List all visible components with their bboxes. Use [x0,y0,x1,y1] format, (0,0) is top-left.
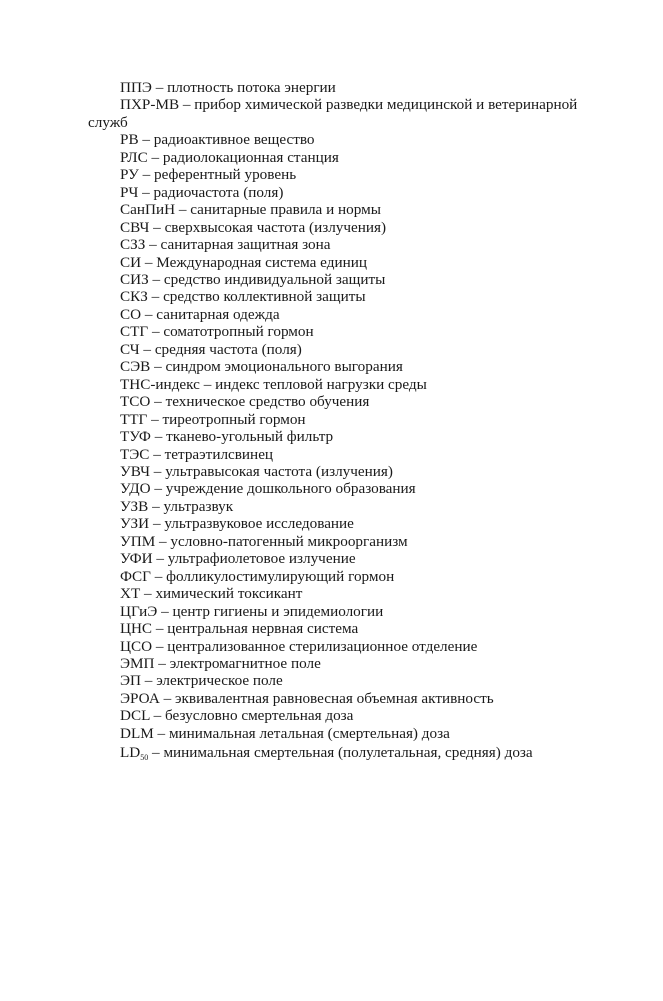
abbreviation-term: ТТГ [120,410,148,428]
abbreviation-entry [120,638,620,655]
abbreviation-term: СИ [120,253,142,271]
abbreviation-term: LD [120,744,141,762]
abbreviation-entry [120,323,620,340]
abbreviation-term: DCL [120,707,150,725]
abbreviation-term: ПХР-МВ [120,96,180,114]
abbreviation-term: DLM [120,724,154,742]
abbreviation-term: СИЗ [120,270,149,288]
abbreviation-entry [120,376,620,393]
definition-continuation: служб [88,113,128,131]
abbreviation-entry [120,149,620,166]
abbreviation-entry [120,620,620,637]
abbreviation-term: СЗЗ [120,236,146,254]
abbreviation-definition: электромагнитное поле [169,654,321,672]
abbreviation-term: УЗВ [120,497,149,515]
abbreviation-term: УЗИ [120,515,150,533]
abbreviation-term: РУ [120,166,139,184]
abbreviation-definition: ультразвуковое исследование [164,515,354,533]
dash-separator: – [150,480,166,498]
abbreviation-term: ППЭ [120,79,152,96]
dash-separator: – [150,393,166,411]
abbreviation-definition: синдром эмоционального выгорания [165,358,403,376]
abbreviation-term: СанПиН [120,201,176,219]
abbreviation-term: СТГ [120,323,149,341]
dash-separator: – [140,585,156,603]
abbreviation-definition: эквивалентная равновесная объемная активность [175,689,494,707]
abbreviation-definition: фолликулостимулирующий гормон [166,567,395,585]
dash-separator: – [175,201,191,219]
abbreviation-entry [120,707,620,724]
dash-separator: – [141,672,157,690]
abbreviation-definition: тиреотропный гормон [162,410,306,428]
abbreviation-entry [120,411,620,428]
abbreviation-entry [120,533,620,550]
abbreviation-definition: радиолокационная станция [162,148,339,166]
abbreviation-definition: техническое средство обучения [165,393,370,411]
abbreviation-definition: учреждение дошкольного образования [165,480,416,498]
abbreviation-term: СВЧ [120,218,150,236]
abbreviation-subscript: 50 [140,753,149,763]
abbreviation-term: ТУФ [120,428,151,446]
dash-separator: – [199,375,216,393]
abbreviation-term: ТСО [120,393,151,411]
abbreviation-term: РВ [120,131,139,149]
abbreviation-entry [88,96,620,131]
abbreviation-definition: Международная система единиц [156,253,367,271]
abbreviation-entry [120,271,620,288]
abbreviation-definition: тетраэтилсвинец [164,445,274,463]
dash-separator: – [149,218,165,236]
abbreviation-entry [120,306,620,323]
abbreviation-definition: санитарная одежда [156,305,280,323]
abbreviation-term: СЧ [120,340,140,358]
abbreviation-term: ЦГиЭ [120,602,158,620]
abbreviation-definition: центр гигиены и эпидемиологии [172,602,384,620]
abbreviation-entry [120,201,620,218]
dash-separator: – [152,550,168,568]
abbreviation-term: СО [120,305,142,323]
abbreviation-definition: средняя частота (поля) [154,340,302,358]
abbreviation-entry [120,446,620,463]
abbreviation-entry [120,254,620,271]
abbreviation-entry [120,428,620,445]
abbreviation-entry [120,515,620,532]
abbreviation-entry [120,79,620,96]
abbreviation-entry [120,690,620,707]
abbreviation-entry [120,672,620,689]
dash-separator: – [149,445,165,463]
dash-separator: – [149,515,165,533]
dash-separator: – [149,707,165,725]
abbreviation-term: ТЭС [120,445,150,463]
abbreviation-list [88,79,620,763]
dash-separator: – [153,724,169,742]
dash-separator: – [138,183,154,201]
dash-separator: – [152,620,168,638]
abbreviation-definition: средство индивидуальной защиты [163,270,386,288]
abbreviation-entry [120,725,620,742]
abbreviation-entry [120,480,620,497]
dash-separator: – [145,236,161,254]
dash-separator: – [139,340,155,358]
abbreviation-term: УПМ [120,532,156,550]
dash-separator: – [179,96,195,114]
dash-separator: – [155,532,171,550]
abbreviation-term: ЭРОА [120,689,160,707]
abbreviation-definition: санитарная защитная зона [160,236,331,254]
dash-separator: – [151,79,168,96]
abbreviation-definition: условно-патогенный микроорганизм [170,532,408,550]
abbreviation-definition: санитарные правила и нормы [190,201,381,219]
abbreviation-term: УФИ [120,550,153,568]
abbreviation-entry [120,236,620,253]
abbreviation-entry [120,184,620,201]
dash-separator: – [150,428,167,446]
abbreviation-entry [120,219,620,236]
dash-separator: – [148,497,164,515]
abbreviation-definition: прибор химической разведки медицинской и ветеринарной [194,96,578,114]
abbreviation-entry [120,568,620,585]
abbreviation-term: СЭВ [120,358,151,376]
abbreviation-definition: безусловно смертельная доза [165,707,354,725]
dash-separator: – [159,689,176,707]
abbreviation-definition: индекс тепловой нагрузки среды [215,375,427,393]
abbreviation-term: РЧ [120,183,139,201]
dash-separator: – [148,744,164,762]
abbreviation-entry [120,166,620,183]
abbreviation-entry [120,498,620,515]
abbreviation-term: ЭП [120,672,141,690]
abbreviation-entry [120,393,620,410]
abbreviation-entry [120,655,620,672]
abbreviation-term: УДО [120,480,151,498]
abbreviation-entry [120,585,620,602]
abbreviation-definition: минимальная летальная (смертельная) доза [168,724,450,742]
dash-separator: – [148,323,164,341]
abbreviation-entry [120,288,620,305]
dash-separator: – [138,131,154,149]
dash-separator: – [154,654,170,672]
dash-separator: – [148,270,164,288]
abbreviation-definition: ультравысокая частота (излучения) [165,462,393,480]
abbreviation-definition: тканево-угольный фильтр [166,428,334,446]
abbreviation-term: ЭМП [120,654,155,672]
dash-separator: – [141,253,157,271]
dash-separator: – [150,358,166,376]
abbreviation-definition: плотность потока энергии [167,79,336,96]
abbreviation-definition: сверхвысокая частота (излучения) [164,218,387,236]
abbreviation-entry [120,603,620,620]
abbreviation-entry [120,550,620,567]
abbreviation-definition: радиочастота (поля) [153,183,284,201]
abbreviation-definition: электрическое поле [156,672,283,690]
abbreviation-term: РЛС [120,148,148,166]
abbreviation-entry [120,131,620,148]
abbreviation-term: УВЧ [120,462,150,480]
abbreviation-entry [120,463,620,480]
dash-separator: – [141,305,157,323]
abbreviation-definition: минимальная смертельная (полулетальная, средняя) доза [163,744,533,762]
dash-separator: – [147,288,164,306]
abbreviation-entry [120,341,620,358]
abbreviation-entry [120,744,620,761]
abbreviation-term: ЦСО [120,637,153,655]
dash-separator: – [150,462,166,480]
abbreviation-definition: референтный уровень [154,166,297,184]
dash-separator: – [147,148,163,166]
abbreviation-term: ХТ [120,585,141,603]
abbreviation-entry [120,358,620,375]
abbreviation-definition: центральная нервная система [167,620,359,638]
abbreviation-definition: химический токсикант [155,585,303,603]
abbreviation-term: ФСГ [120,567,151,585]
abbreviation-definition: ультрафиолетовое излучение [167,550,356,568]
dash-separator: – [138,166,155,184]
abbreviation-definition: ультразвук [163,497,234,515]
dash-separator: – [150,567,167,585]
dash-separator: – [152,637,168,655]
abbreviation-definition: соматотропный гормон [163,323,314,341]
dash-separator: – [147,410,163,428]
abbreviation-term: ТНС-индекс [120,375,200,393]
abbreviation-term: СКЗ [120,288,148,306]
abbreviation-definition: централизованное стерилизационное отделение [167,637,478,655]
abbreviation-definition: средство коллективной защиты [163,288,366,306]
abbreviation-term: ЦНС [120,620,153,638]
abbreviation-definition: радиоактивное вещество [153,131,315,149]
dash-separator: – [157,602,173,620]
